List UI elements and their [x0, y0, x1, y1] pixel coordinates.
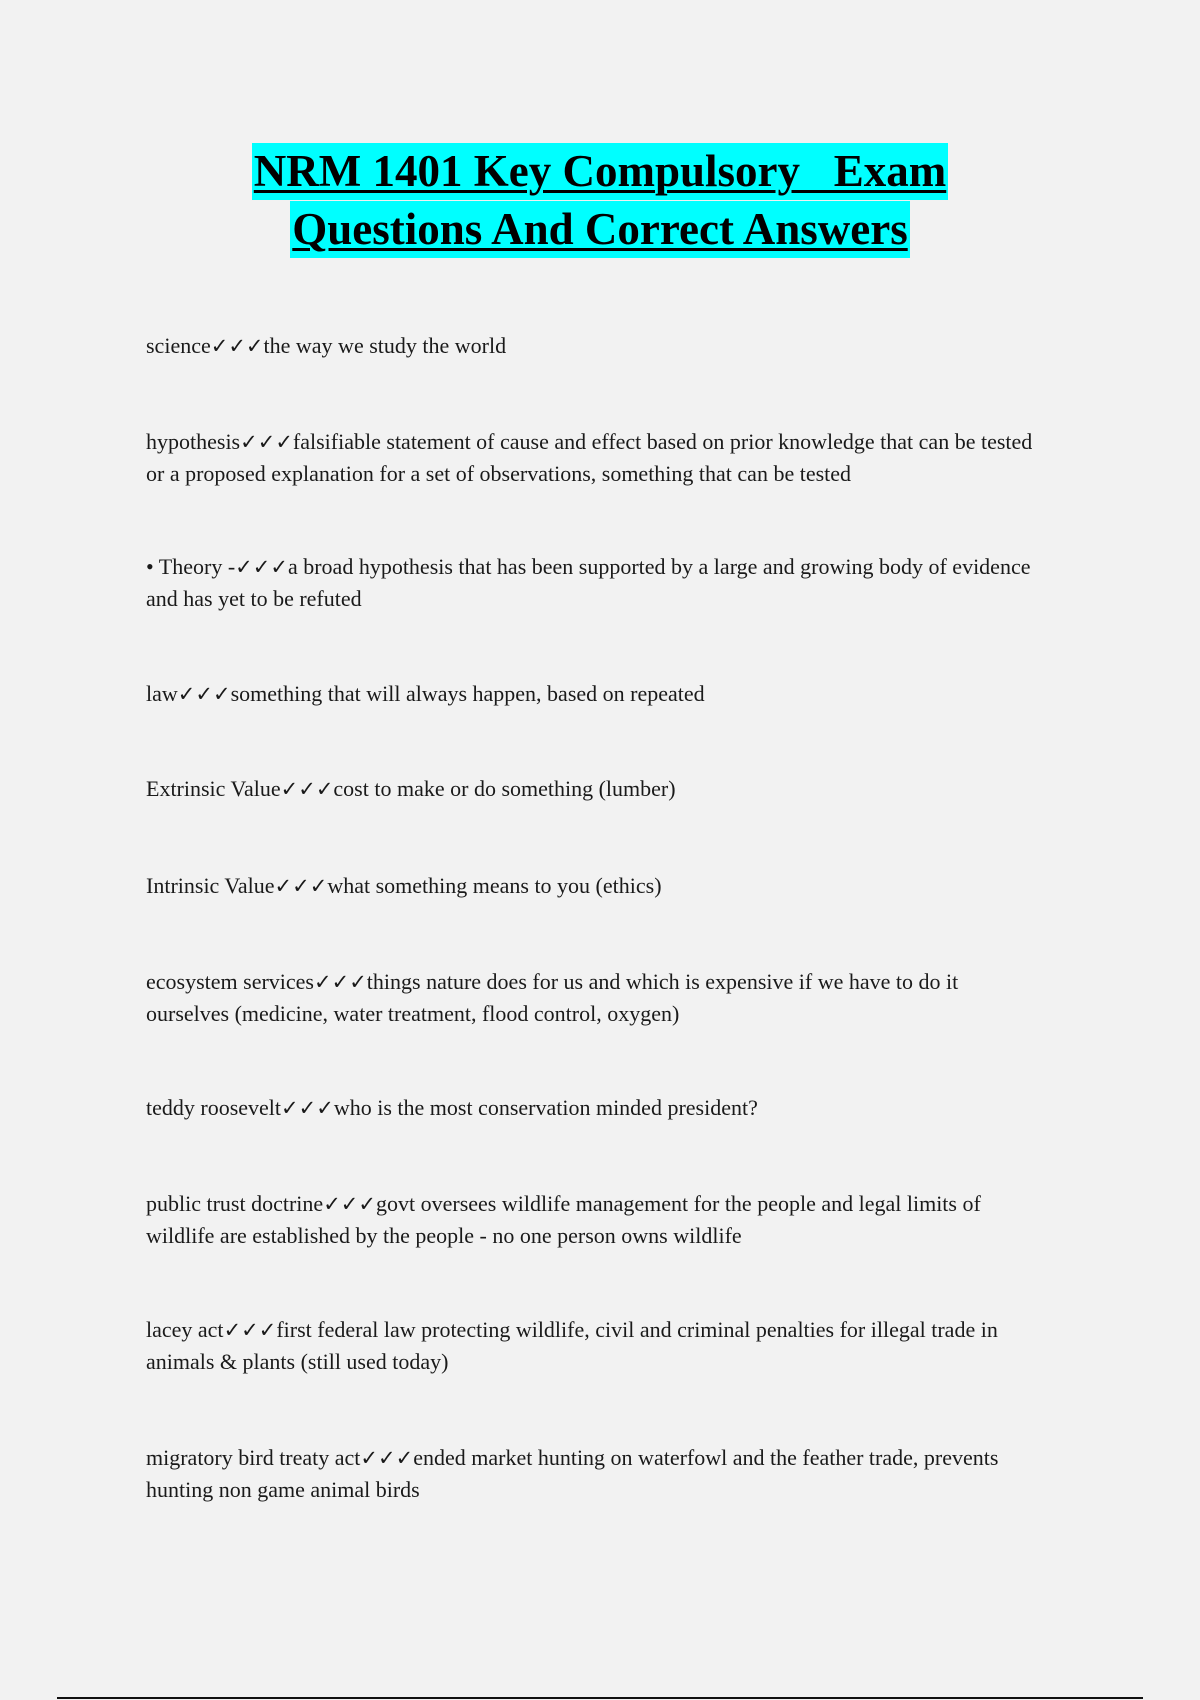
qa-term: hypothesis — [146, 429, 241, 454]
check-marks-icon: ✓✓✓ — [280, 777, 334, 801]
check-marks-icon: ✓✓✓ — [240, 430, 293, 454]
qa-term: • Theory - — [146, 554, 236, 579]
qa-definition: things nature does for us and which is expensive if we have to do it ourselves (medicine, water treatment, flood control, oxygen) — [146, 969, 959, 1026]
qa-entry — [146, 426, 1046, 489]
qa-definition: who is the most conservation minded president? — [333, 1095, 758, 1120]
qa-entry — [146, 1442, 1046, 1505]
qa-term: Intrinsic Value — [146, 873, 275, 898]
check-marks-icon: ✓✓✓ — [274, 874, 328, 898]
qa-definition: cost to make or do something (lumber) — [333, 776, 676, 801]
qa-term: teddy roosevelt — [146, 1095, 282, 1120]
qa-entry — [146, 1188, 1046, 1251]
qa-term: science — [146, 333, 211, 358]
title-line-2: Questions And Correct Answers — [290, 201, 909, 258]
check-marks-icon: ✓✓✓ — [177, 682, 231, 706]
qa-term: public trust doctrine — [146, 1191, 324, 1216]
qa-term: law — [146, 681, 178, 706]
qa-definition: what something means to you (ethics) — [327, 873, 662, 898]
qa-entry — [146, 773, 676, 805]
qa-entry — [146, 330, 506, 362]
qa-definition: the way we study the world — [263, 333, 507, 358]
qa-term: Extrinsic Value — [146, 776, 281, 801]
qa-entry — [146, 966, 1046, 1029]
qa-entry — [146, 551, 1046, 614]
qa-definition: something that will always happen, based on repeated — [230, 681, 705, 706]
qa-entry — [146, 870, 662, 902]
qa-definition: ended market hunting on waterfowl and the feather trade, prevents hunting non game animal birds — [146, 1445, 999, 1502]
qa-term: migratory bird treaty act — [146, 1445, 361, 1470]
qa-definition: first federal law protecting wildlife, civil and criminal penalties for illegal trade in animals & plants (still used today) — [146, 1317, 998, 1374]
qa-entry — [146, 1092, 758, 1124]
check-marks-icon: ✓✓✓ — [323, 1192, 376, 1216]
check-marks-icon: ✓✓✓ — [235, 555, 288, 579]
check-marks-icon: ✓✓✓ — [281, 1096, 334, 1120]
qa-definition: a broad hypothesis that has been supported by a large and growing body of evidence and has yet to be refuted — [146, 554, 1031, 611]
check-marks-icon: ✓✓✓ — [314, 970, 367, 994]
qa-definition: falsifiable statement of cause and effect based on prior knowledge that can be tested or a proposed explanation for a set of observations, something that can be tested — [146, 429, 1033, 486]
qa-definition: govt oversees wildlife management for the people and legal limits of wildlife are established by the people - no one person owns wildlife — [146, 1191, 981, 1248]
check-marks-icon: ✓✓✓ — [210, 334, 264, 358]
check-marks-icon: ✓✓✓ — [223, 1318, 277, 1342]
qa-entry — [146, 678, 705, 710]
qa-term: lacey act — [146, 1317, 224, 1342]
document-title — [0, 143, 1200, 259]
title-line-1: NRM 1401 Key Compulsory Exam — [252, 143, 948, 200]
check-marks-icon: ✓✓✓ — [360, 1446, 414, 1470]
qa-entry — [146, 1314, 1046, 1377]
footer-divider — [57, 1697, 1143, 1699]
qa-term: ecosystem services — [146, 969, 314, 994]
